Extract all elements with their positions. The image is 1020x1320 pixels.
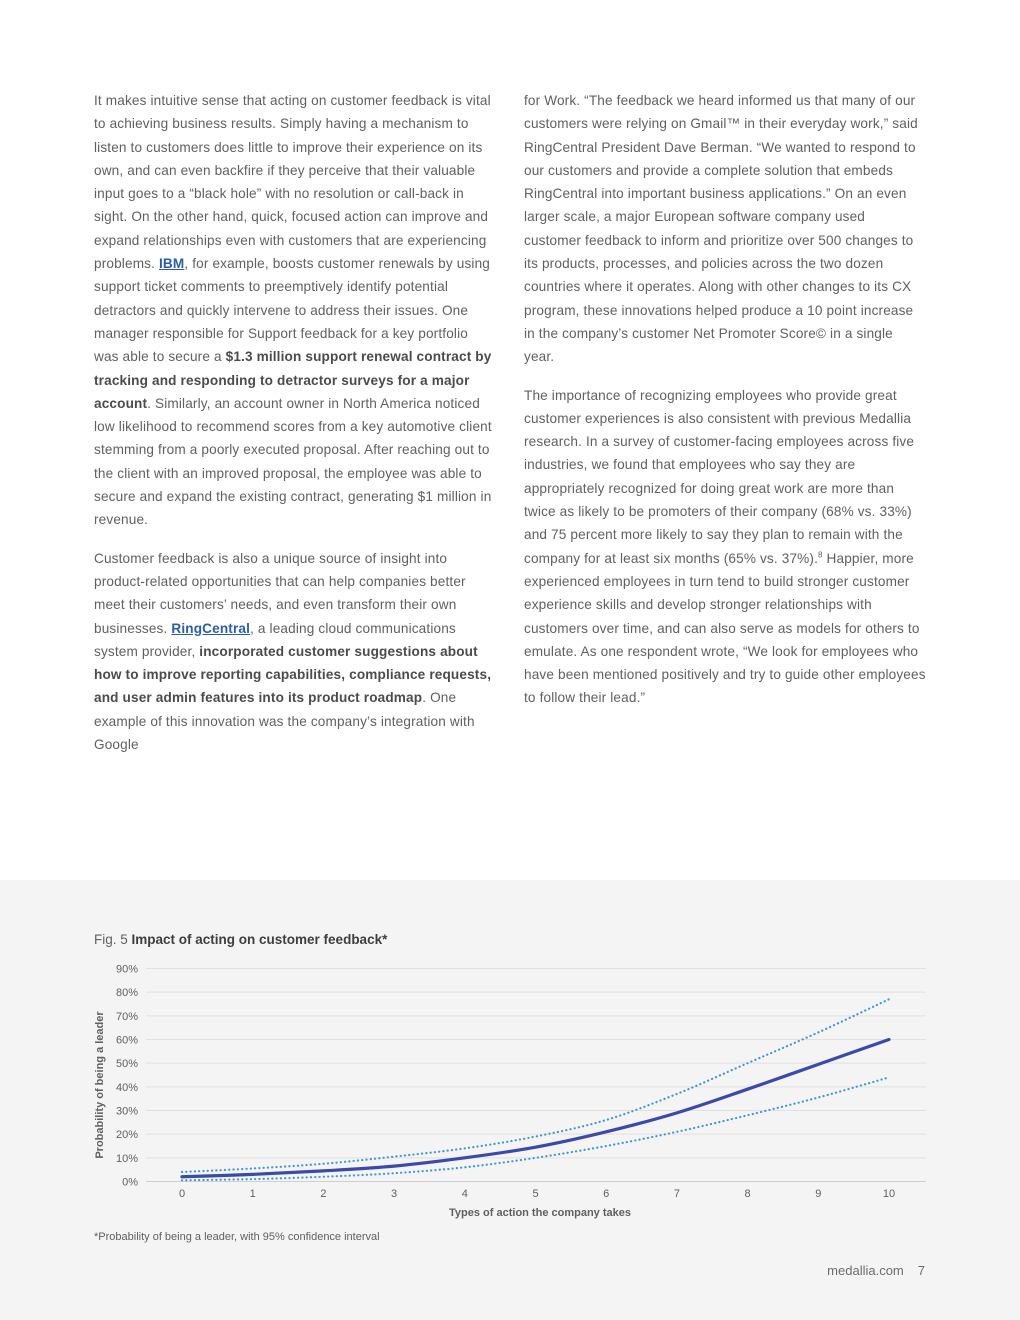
x-axis-ticks [179,1188,895,1200]
text-run: , for example, boosts customer renewals by using support ticket comments to preemptively identify potential detractors and quickly intervene to address their issues. One manager responsible for Support feedback for a key portfolio was able to secure a [94,256,490,365]
y-axis-label: Probability of being a leader [94,1011,106,1159]
x-tick-label: 0 [178,1188,186,1200]
figure-footnote: *Probability of being a leader, with 95% confidence interval [94,1231,380,1243]
right-paragraph-2 [524,384,926,710]
ibm-link[interactable]: IBM [158,256,185,272]
left-paragraph-1 [94,89,496,532]
left-paragraph-2 [94,547,496,757]
x-axis-label: Types of action the company takes [449,1207,631,1219]
series-layer [182,999,889,1180]
x-tick-label: 3 [391,1188,398,1200]
x-tick-label: 1 [249,1188,256,1200]
text-run: It makes intuitive sense that acting on customer feedback is vital to achieving business results. Simply having a mechanism to listen to customers does little to improve their experience on its own, and can even backfire if they perceive that their valuable input goes to a “black hole” with no resolution or call-back in sight. On the other hand, quick, focused action can improve and expand relationships even with customers that are experiencing problems. [94,93,491,272]
text-run: Happier, more experienced employees in turn tend to build stronger customer experience skills and develop stronger relationships with customers over time, and can also serve as models for others to emulate. As one respondent wrote, “We look for employees who have been mentioned positively and try to guide other employees to follow their lead.” [524,550,926,706]
figure-label: Fig. 5 [94,932,128,947]
page-number: 7 [917,1263,925,1278]
grid-layer [146,969,926,1182]
y-axis-ticks [116,964,138,1189]
x-tick-label: 2 [320,1188,327,1200]
x-tick-label: 8 [744,1188,751,1200]
figure-title-text: Impact of acting on customer feedback* [131,932,388,947]
bold-run: incorporated customer suggestions about how to improve reporting capabilities, compliance requests, and user admin features into its product roadmap [94,643,492,706]
figure-section [0,880,1020,1320]
line-chart [0,960,1020,1225]
y-tick-label: 50% [115,1058,138,1071]
text-run: . Similarly, an account owner in North America noticed low likelihood to recommend scores from a key automotive client stemming from a poorly executed proposal. After reaching out to the client with an improved proposal, the employee was able to secure and expand the existing contract, generating $1 million in revenue. [94,395,492,528]
left-column [94,89,496,771]
right-paragraph-1: for Work. “The feedback we heard informed us that many of our customers were relying on Gmail™ in their everyday work,” said RingCentral President Dave Berman. “We wanted to respond to our customers and provide a complete solution that embeds RingCentral into important business applications.” On an even larger scale, a major European software company used customer feedback to inform and prioritize over 500 changes to its products, processes, and policies across the two dozen countries where it operates. Along with other changes to its CX program, these innovations helped produce a 10 point increase in the company’s customer Net Promoter Score© in a single year. [524,93,918,365]
x-tick-label: 6 [603,1188,610,1200]
y-tick-label: 20% [115,1129,138,1142]
x-tick-label: 4 [461,1188,468,1200]
series-line-estimate [182,1040,889,1177]
series-line-lower-bound [182,1077,889,1180]
x-tick-label: 5 [532,1188,539,1200]
y-tick-label: 80% [115,987,138,1000]
y-tick-label: 10% [115,1152,138,1165]
right-column [524,89,926,725]
figure-title [94,932,387,947]
y-tick-label: 70% [115,1010,138,1023]
y-tick-label: 40% [115,1081,138,1094]
footnote-marker: 8 [818,550,823,560]
footer-site: medallia.com [827,1263,904,1278]
bold-run: $1.3 million support renewal contract by tracking and responding to detractor surveys for a major account [94,349,492,411]
x-tick-label: 9 [815,1188,822,1200]
text-run: , a leading cloud communications system provider, [94,620,456,659]
ringcentral-link[interactable]: RingCentral [171,620,251,636]
y-tick-label: 0% [122,1176,138,1189]
y-tick-label: 30% [115,1105,138,1118]
y-tick-label: 90% [115,963,138,976]
x-tick-label: 7 [673,1188,680,1200]
text-run: Customer feedback is also a unique source of insight into product-related opportunities that can help companies better meet their customers’ needs, and even transform their own businesses. [94,550,466,636]
y-tick-label: 60% [115,1034,138,1047]
x-tick-label: 10 [882,1188,896,1200]
text-run: . One example of this innovation was the company’s integration with Google [94,690,475,753]
page-footer [827,1263,925,1278]
text-run: The importance of recognizing employees who provide great customer experiences is also consistent with previous Medallia research. In a survey of customer-facing employees across five industries, we found that employees who say they are appropriately recognized for doing great work are more than twice as likely to be promoters of their company (68% vs. 33%) and 75 percent more likely to say they plan to remain with the company for at least six months (65% vs. 37%). [524,387,915,566]
